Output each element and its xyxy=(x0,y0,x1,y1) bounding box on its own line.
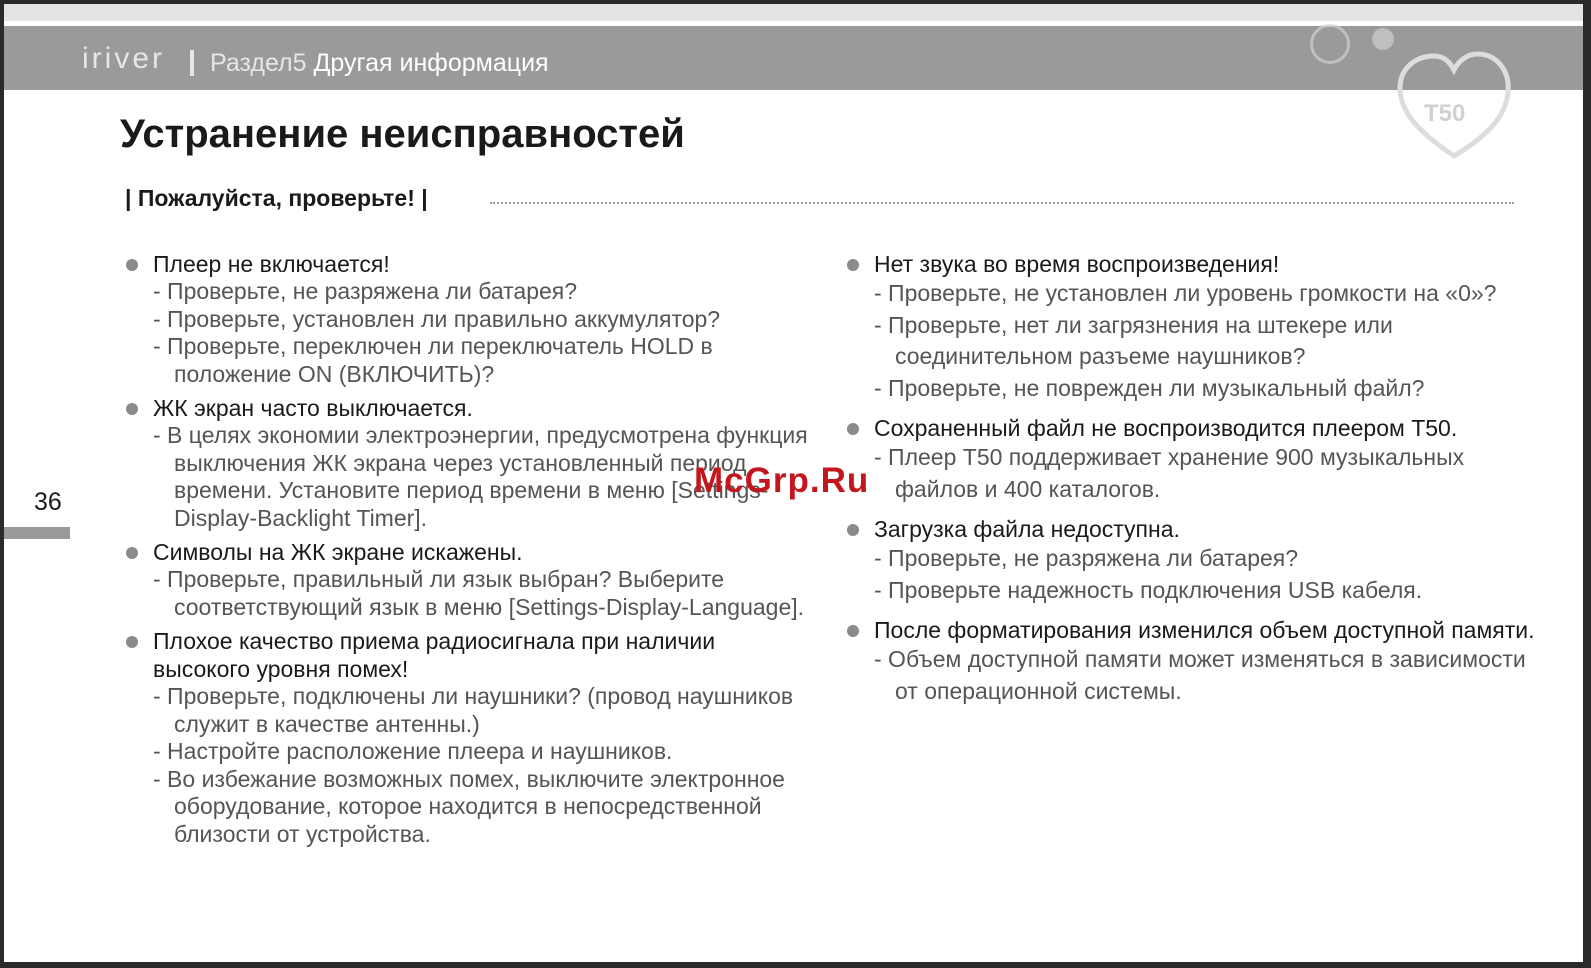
tip: - В целях экономии электроэнергии, предусмотрена функция выключения ЖК экрана через установленный период времени. Установите период времени в меню [Settings-Display-Backlight Timer]. xyxy=(153,422,808,531)
page-number: 36 xyxy=(34,488,62,516)
tip: - Проверьте, не установлен ли уровень громкости на «0»? xyxy=(874,280,1497,306)
section-subheading: | Пожалуйста, проверьте! | xyxy=(125,185,428,211)
section-title: Другая информация xyxy=(313,49,549,77)
tip: - Объем доступной памяти может изменяться в зависимости от операционной системы. xyxy=(874,646,1526,704)
item-title: Нет звука во время воспроизведения! xyxy=(874,251,1280,277)
brand-logo: iriver xyxy=(82,42,165,75)
item-title: Плохое качество приема радиосигнала при наличии высокого уровня помех! xyxy=(153,628,716,682)
list-item xyxy=(126,250,816,388)
top-strip xyxy=(4,4,1583,21)
tip: - Проверьте, не поврежден ли музыкальный файл? xyxy=(874,374,1425,401)
page-marker xyxy=(4,527,70,539)
page-title: Устранение неисправностей xyxy=(120,112,685,156)
list-item xyxy=(847,616,1537,707)
tip: - Проверьте, переключен ли переключатель HOLD в положение ON (ВКЛЮЧИТЬ)? xyxy=(153,333,713,387)
manual-page xyxy=(4,4,1583,962)
bullet-icon xyxy=(126,259,138,271)
item-title: После форматирования изменился объем доступной памяти. xyxy=(874,617,1535,643)
tip: - Во избежание возможных помех, выключите электронное оборудование, которое находится в непосредственной близости от устройства. xyxy=(153,765,785,847)
list-item xyxy=(847,250,1537,404)
list-item xyxy=(126,538,816,621)
tip: - Плеер T50 поддерживает хранение 900 музыкальных файлов и 400 каталогов. xyxy=(874,444,1465,502)
bullet-icon xyxy=(847,524,859,536)
left-column xyxy=(126,250,816,854)
model-label: T50 xyxy=(1424,100,1466,127)
tip: - Проверьте надежность подключения USB кабеля. xyxy=(874,576,1423,603)
item-title: Плеер не включается! xyxy=(153,251,390,277)
decor-dot-icon xyxy=(1372,28,1394,50)
bullet-icon xyxy=(847,625,859,637)
item-title: Символы на ЖК экране искажены. xyxy=(153,539,523,565)
header-section xyxy=(210,49,549,78)
item-title: ЖК экран часто выключается. xyxy=(153,395,473,421)
header-separator xyxy=(190,50,194,76)
bullet-icon xyxy=(126,636,138,648)
tip: - Проверьте, установлен ли правильно аккумулятор? xyxy=(153,305,721,332)
tip: - Проверьте, подключены ли наушники? (провод наушников служит в качестве антенны.) xyxy=(153,683,794,737)
item-title: Сохраненный файл не воспроизводится плеером T50. xyxy=(874,415,1458,441)
tip: - Проверьте, нет ли загрязнения на штекере или соединительном разъеме наушников? xyxy=(874,311,1393,369)
bullet-icon xyxy=(847,259,859,271)
list-item xyxy=(847,414,1537,505)
list-item xyxy=(126,627,816,848)
decor-ring-icon xyxy=(1310,24,1350,64)
section-label: Раздел5 xyxy=(210,49,307,77)
right-column xyxy=(847,250,1537,717)
bullet-icon xyxy=(126,547,138,559)
tip: - Проверьте, правильный ли язык выбран? Выберите соответствующий язык в меню [Settings-Display-Language]. xyxy=(153,566,805,620)
tip: - Проверьте, не разряжена ли батарея? xyxy=(874,545,1299,571)
bullet-icon xyxy=(847,423,859,435)
item-title: Загрузка файла недоступна. xyxy=(874,516,1180,542)
tip: - Проверьте, не разряжена ли батарея? xyxy=(153,278,578,304)
bullet-icon xyxy=(126,403,138,415)
list-item xyxy=(847,515,1537,606)
dotted-divider xyxy=(490,202,1514,204)
tip: - Настройте расположение плеера и наушников. xyxy=(153,738,673,764)
watermark: McGrp.Ru xyxy=(694,461,870,500)
